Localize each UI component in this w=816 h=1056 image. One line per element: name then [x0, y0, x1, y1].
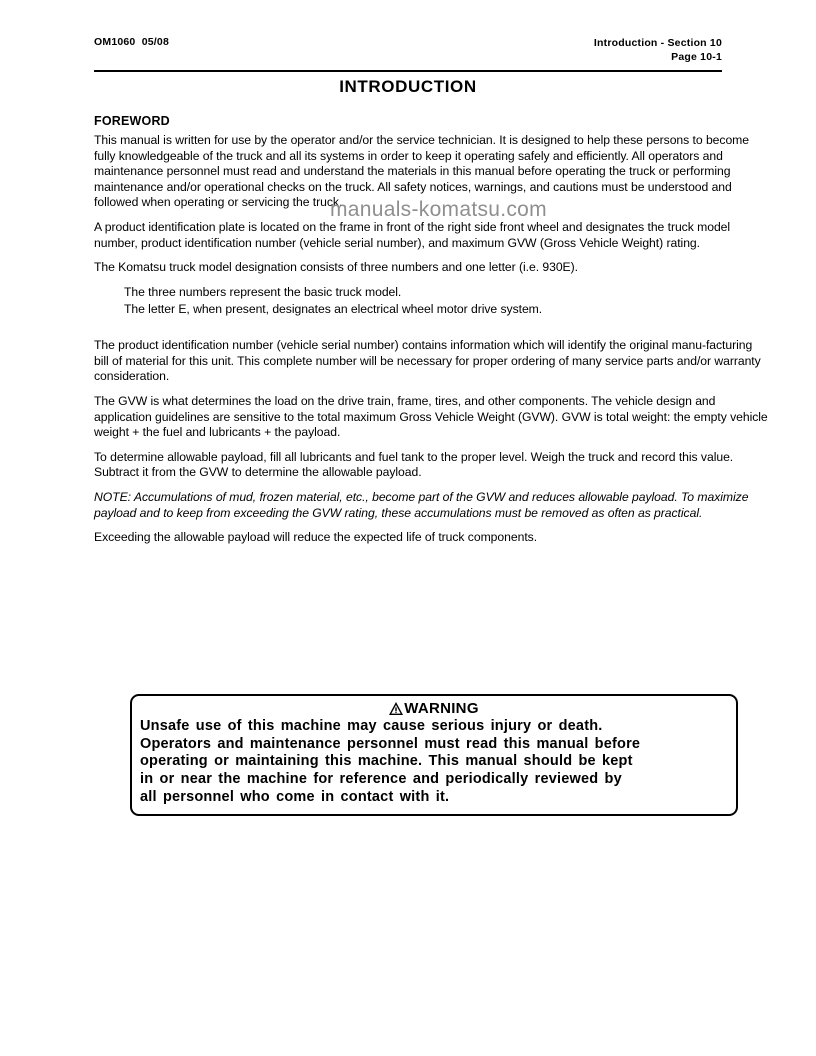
- warning-line: Unsafe use of this machine may cause serious injury or death.: [140, 718, 603, 734]
- header-page-number: Page 10-1: [671, 51, 722, 64]
- paragraph: Exceeding the allowable payload will reduce the expected life of truck components.: [94, 530, 538, 545]
- header-document-code: OM1060 05/08: [94, 36, 169, 48]
- paragraph: This manual is written for use by the operator and/or the service technician. It is designed to help these persons to become fully knowledgeable of the truck and all its systems in order to keep it operating safely and efficiently. All operators and maintenance personnel must read and understand the materials in this manual before operating the truck or performing maintenance and/or operational checks on the truck. All safety notices, warnings, and cautions must be understood and followed when operating or servicing the truck.: [94, 133, 749, 210]
- warning-text: [140, 718, 728, 806]
- warning-line: all personnel who come in contact with it.: [140, 788, 450, 805]
- paragraph-indented: The three numbers represent the basic truck model.: [124, 284, 402, 299]
- paragraph: The product identification number (vehicle serial number) contains information which will identify the original manu-facturing bill of material for this unit. This complete number will be necessary for proper ordering of many service parts and/or warranty consideration.: [94, 338, 761, 384]
- paragraph-indented: The letter E, when present, designates an electrical wheel motor drive system.: [124, 302, 543, 317]
- section-heading-foreword: FOREWORD: [94, 114, 170, 128]
- page-header: [94, 36, 722, 64]
- warning-box: [130, 694, 738, 816]
- paragraph: To determine allowable payload, fill all lubricants and fuel tank to the proper level. Weigh the truck and record this value. Subtract it from the GVW to determine the allowable payload.: [94, 449, 734, 480]
- warning-title-text: WARNING: [404, 700, 479, 717]
- warning-title: [140, 700, 728, 717]
- warning-triangle-icon: [389, 702, 403, 715]
- header-divider: [94, 70, 722, 72]
- document-body: [94, 114, 770, 555]
- warning-line: in or near the machine for reference and periodically reviewed by: [140, 771, 622, 788]
- warning-line: operating or maintaining this machine. This manual should be kept: [140, 753, 633, 770]
- warning-line: Operators and maintenance personnel must read this manual before: [140, 735, 641, 752]
- watermark-text: manuals-komatsu.com: [330, 198, 547, 221]
- paragraph: The GVW is what determines the load on the drive train, frame, tires, and other components. The vehicle design and application guidelines are sensitive to the total maximum Gross Vehicle Weight (GVW). GVW is total weight: the empty vehicle weight + the fuel and lubricants + the payload.: [94, 393, 768, 440]
- spacer: [94, 320, 770, 338]
- paragraph: A product identification plate is located on the frame in front of the right side front wheel and designates the truck model number, product identification number (vehicle serial number), and maximum GVW (Gross Vehicle Weight) rating.: [94, 220, 731, 250]
- paragraph-note: NOTE: Accumulations of mud, frozen material, etc., become part of the GVW and reduces allowable payload. To maximize payload and to keep from exceeding the GVW rating, these accumulations must be removed as often as practical.: [94, 489, 749, 520]
- header-section-info: [594, 36, 722, 64]
- page-title: INTRODUCTION: [339, 77, 477, 96]
- paragraph: The Komatsu truck model designation consists of three numbers and one letter (i.e. 930E).: [94, 260, 578, 275]
- header-section-name: Introduction - Section 10: [593, 37, 722, 49]
